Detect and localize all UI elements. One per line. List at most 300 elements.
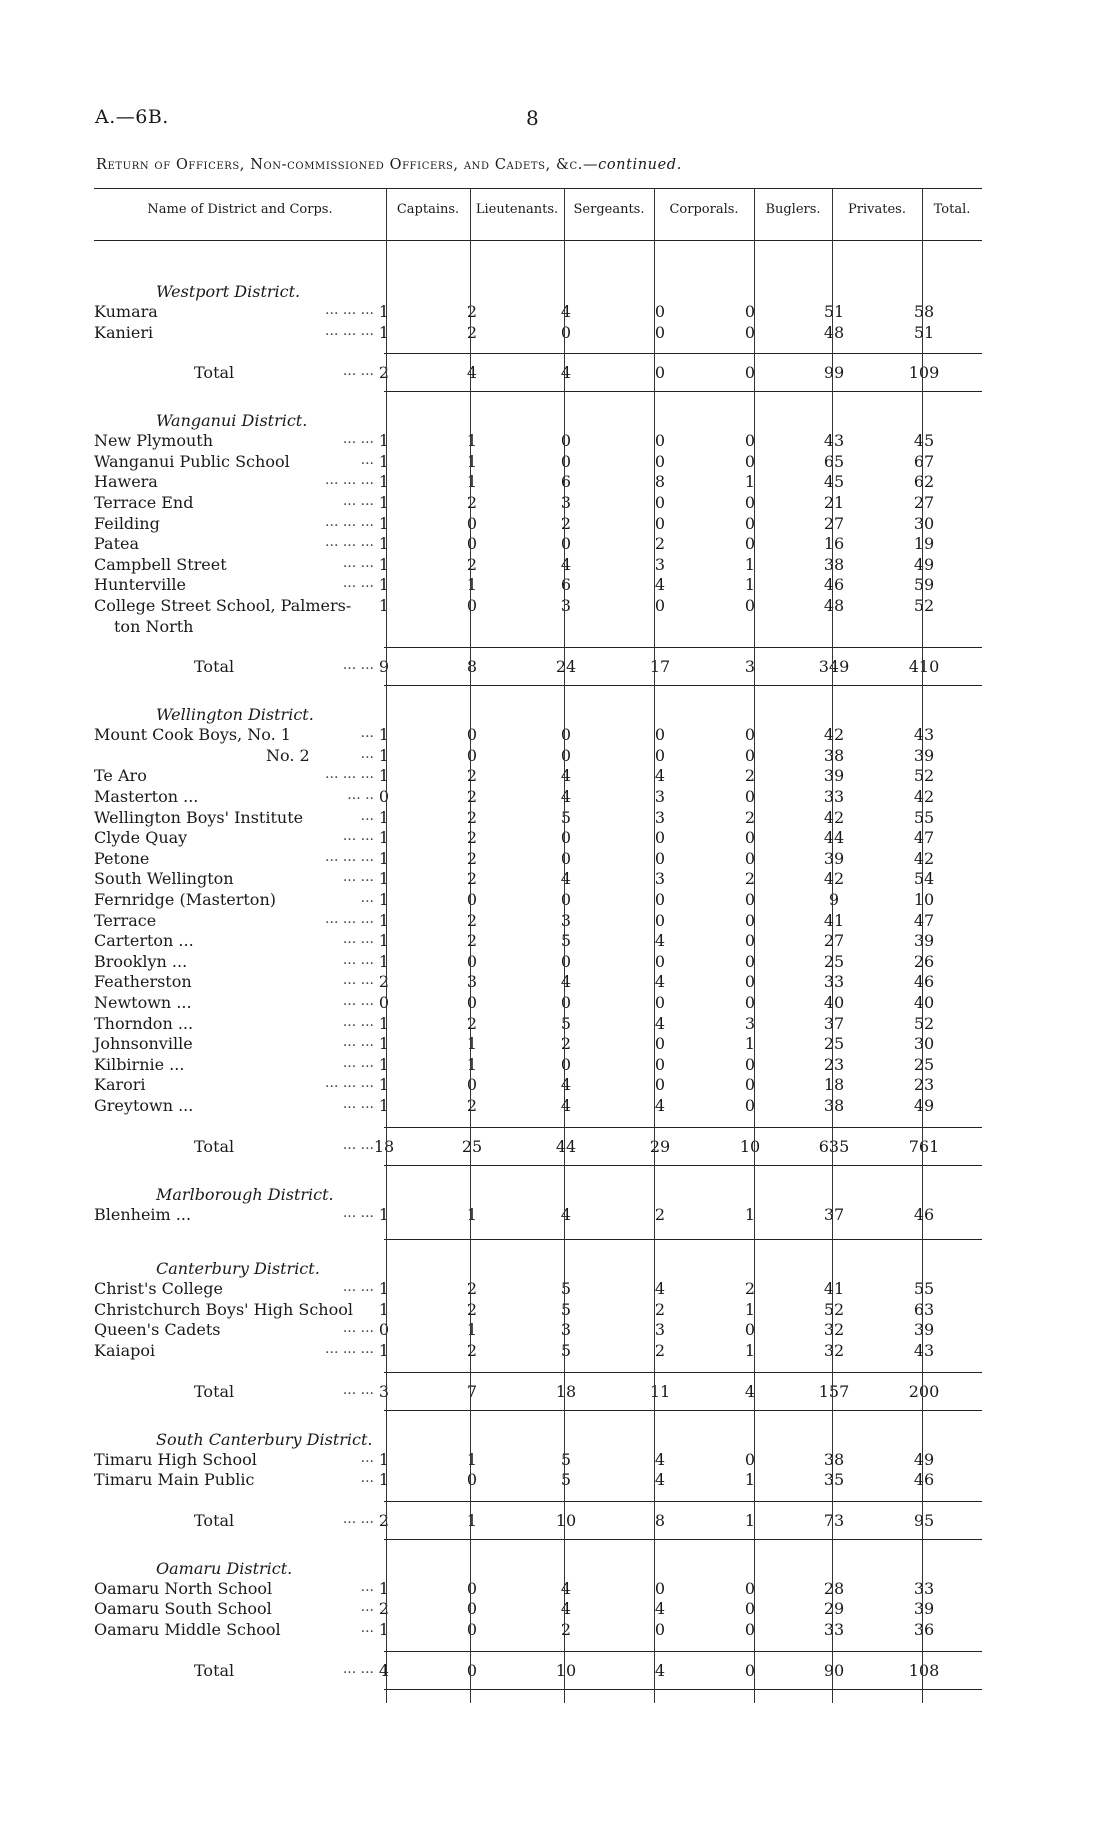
cell-value: 23 <box>913 1075 935 1095</box>
total-value: 0 <box>744 1660 756 1680</box>
cell-value: 1 <box>744 554 756 574</box>
table-row <box>94 1034 982 1054</box>
cell-value: 2 <box>466 1013 478 1033</box>
total-label: Total <box>194 1136 235 1156</box>
total-value: 108 <box>908 1660 940 1680</box>
cell-value: 2 <box>466 302 478 321</box>
cell-value: 0 <box>744 745 756 765</box>
cell-value: 1 <box>378 1578 390 1598</box>
cell-value: 1 <box>378 534 390 554</box>
cell-value: 25 <box>823 1034 845 1054</box>
leader-dots: ... ... <box>342 993 374 1009</box>
cell-value: 0 <box>744 725 756 745</box>
corps-name: Fernridge (Masterton) <box>94 890 276 909</box>
cell-value: 2 <box>466 910 478 930</box>
leader-dots: ... <box>360 1578 374 1595</box>
cell-value: 29 <box>823 1599 845 1619</box>
total-top-rule <box>384 353 982 354</box>
cell-value: 1 <box>378 1204 390 1224</box>
cell-value: 0 <box>744 493 756 512</box>
total-top-rule <box>384 1501 982 1502</box>
page-reference: A.—6B. <box>95 106 169 128</box>
corps-name: ton North <box>114 616 194 636</box>
cell-value: 42 <box>823 807 845 827</box>
total-bottom-rule <box>384 685 982 686</box>
cell-value: 1 <box>466 1054 478 1074</box>
total-value: 17 <box>649 657 671 677</box>
cell-value: 46 <box>913 1204 935 1224</box>
cell-value: 2 <box>466 848 478 868</box>
cell-value: 1 <box>378 472 390 492</box>
cell-value: 1 <box>744 575 756 595</box>
cell-value: 43 <box>913 725 935 745</box>
cell-value: 0 <box>744 1449 756 1469</box>
cell-value: 1 <box>466 575 478 595</box>
cell-value: 25 <box>913 1054 935 1074</box>
cell-value: 58 <box>913 302 935 321</box>
total-value: 4 <box>744 1381 756 1401</box>
cell-value: 5 <box>560 1470 572 1490</box>
cell-value: 0 <box>378 787 390 806</box>
total-value: 8 <box>466 657 478 677</box>
cell-value: 39 <box>913 745 935 765</box>
cell-value: 3 <box>654 869 666 889</box>
cell-value: 1 <box>378 1449 390 1469</box>
cell-value: 0 <box>560 890 572 909</box>
cell-value: 38 <box>823 554 845 574</box>
cell-value: 0 <box>744 1075 756 1095</box>
corps-name: Timaru Main Public <box>94 1470 255 1490</box>
cell-value: 4 <box>654 1449 666 1469</box>
total-row <box>94 1382 982 1402</box>
total-value: 73 <box>823 1510 845 1530</box>
cell-value: 0 <box>744 1320 756 1340</box>
cell-value: 0 <box>654 1054 666 1074</box>
corps-name: Kanieri <box>94 322 154 342</box>
total-value: 349 <box>818 657 850 677</box>
leader-dots: ... ... <box>342 431 374 448</box>
cell-value: 1 <box>466 1034 478 1054</box>
column-rule <box>654 188 655 1703</box>
leader-dots: ... ... ... <box>325 848 374 865</box>
cell-value: 32 <box>823 1320 845 1340</box>
leader-dots: ... ... ... <box>325 322 374 339</box>
leader-dots: ... ... <box>342 1510 374 1527</box>
cell-value: 2 <box>466 1279 478 1299</box>
table-row <box>94 869 982 889</box>
cell-value: 1 <box>466 431 478 451</box>
total-value: 25 <box>461 1136 483 1156</box>
cell-value: 1 <box>378 451 390 471</box>
table-row <box>94 1599 982 1619</box>
cell-value: 4 <box>560 554 572 574</box>
cell-value: 0 <box>560 431 572 451</box>
corps-name: Blenheim ... <box>94 1204 192 1224</box>
corps-name: Wellington Boys' Institute <box>94 807 304 827</box>
total-value: 90 <box>823 1660 845 1680</box>
cell-value: 0 <box>654 431 666 451</box>
cell-value: 5 <box>560 1449 572 1469</box>
cell-value: 5 <box>560 807 572 827</box>
corps-name: Clyde Quay <box>94 828 188 848</box>
table-row <box>94 472 982 492</box>
column-header: Buglers. <box>765 202 821 217</box>
cell-value: 2 <box>560 513 572 533</box>
cell-value: 0 <box>466 1599 478 1619</box>
cell-value: 4 <box>654 1470 666 1490</box>
cell-value: 0 <box>654 451 666 471</box>
table-row <box>94 323 982 343</box>
total-value: 10 <box>739 1136 761 1156</box>
cell-value: 0 <box>560 993 572 1012</box>
returns-table <box>94 188 982 1688</box>
leader-dots: ... ... ... <box>325 1075 374 1092</box>
cell-value: 0 <box>466 745 478 765</box>
cell-value: 0 <box>560 848 572 868</box>
corps-name: Kilbirnie ... <box>94 1054 185 1074</box>
table-row <box>94 993 982 1013</box>
total-top-rule <box>384 1372 982 1373</box>
table-row <box>94 1075 982 1095</box>
cell-value: 0 <box>466 951 478 971</box>
cell-value: 0 <box>654 745 666 765</box>
total-value: 3 <box>378 1381 390 1401</box>
cell-value: 0 <box>654 513 666 533</box>
cell-value: 2 <box>654 534 666 554</box>
cell-value: 0 <box>744 972 756 992</box>
total-label: Total <box>194 657 235 677</box>
cell-value: 2 <box>744 766 756 786</box>
corps-name: Karori <box>94 1075 146 1095</box>
leader-dots: ... ... <box>342 363 374 380</box>
table-row <box>94 787 982 807</box>
cell-value: 27 <box>823 513 845 533</box>
cell-value: 4 <box>654 1599 666 1619</box>
leader-dots: ... <box>360 807 374 824</box>
corps-name: South Wellington <box>94 869 234 889</box>
leader-dots: ... ... <box>342 972 374 989</box>
cell-value: 23 <box>823 1054 845 1074</box>
total-top-rule <box>384 1651 982 1652</box>
corps-name: Terrace End <box>94 493 194 512</box>
cell-value: 1 <box>378 1299 390 1319</box>
cell-value: 1 <box>378 596 390 615</box>
cell-value: 1 <box>378 554 390 574</box>
table-row <box>94 725 982 745</box>
cell-value: 33 <box>823 787 845 806</box>
leader-dots: ... ... <box>342 931 374 948</box>
cell-value: 1 <box>378 1054 390 1074</box>
cell-value: 0 <box>654 848 666 868</box>
cell-value: 1 <box>378 1034 390 1054</box>
cell-value: 0 <box>654 322 666 342</box>
cell-value: 4 <box>560 766 572 786</box>
cell-value: 3 <box>654 787 666 806</box>
column-header: Corporals. <box>669 202 739 217</box>
leader-dots: ... ... <box>342 828 374 845</box>
cell-value: 0 <box>466 513 478 533</box>
cell-value: 1 <box>378 302 390 321</box>
cell-value: 48 <box>823 596 845 615</box>
cell-value: 1 <box>378 951 390 971</box>
cell-value: 2 <box>466 828 478 848</box>
leader-dots: ... ... ... <box>325 766 374 783</box>
column-header: Total. <box>933 202 971 217</box>
table-row <box>94 431 982 451</box>
cell-value: 1 <box>378 725 390 745</box>
leader-dots: ... ... ... <box>325 534 374 551</box>
cell-value: 39 <box>913 931 935 951</box>
table-row <box>94 1014 982 1034</box>
cell-value: 67 <box>913 451 935 471</box>
leader-dots: ... ... ... <box>325 302 374 318</box>
cell-value: 4 <box>560 1599 572 1619</box>
total-bottom-rule <box>384 1689 982 1690</box>
corps-name: Campbell Street <box>94 554 227 574</box>
cell-value: 1 <box>744 1299 756 1319</box>
cell-value: 0 <box>560 534 572 554</box>
corps-name: Wanganui Public School <box>94 451 290 471</box>
total-value: 44 <box>555 1136 577 1156</box>
total-label: Total <box>194 1510 235 1530</box>
total-value: 4 <box>466 363 478 383</box>
table-row <box>94 534 982 554</box>
cell-value: 0 <box>744 1578 756 1598</box>
table-row <box>94 1579 982 1599</box>
table-row <box>94 302 982 322</box>
cell-value: 2 <box>744 1279 756 1299</box>
column-header: Captains. <box>396 202 460 217</box>
total-value: 9 <box>378 657 390 677</box>
cell-value: 28 <box>823 1578 845 1598</box>
cell-value: 1 <box>378 1013 390 1033</box>
table-row <box>94 972 982 992</box>
total-value: 4 <box>378 1660 390 1680</box>
cell-value: 38 <box>823 745 845 765</box>
cell-value: 1 <box>466 1204 478 1224</box>
cell-value: 0 <box>744 890 756 909</box>
cell-value: 62 <box>913 472 935 492</box>
cell-value: 32 <box>823 1341 845 1360</box>
corps-name: Timaru High School <box>94 1449 257 1469</box>
leader-dots: ... <box>360 890 374 906</box>
cell-value: 1 <box>378 766 390 786</box>
table-row <box>94 849 982 869</box>
total-label: Total <box>194 363 235 383</box>
cell-value: 45 <box>823 472 845 492</box>
total-label: Total <box>194 1381 235 1401</box>
leader-dots: ... <box>360 1449 374 1466</box>
total-value: 11 <box>649 1381 671 1401</box>
cell-value: 3 <box>654 554 666 574</box>
total-bottom-rule <box>384 1539 982 1540</box>
total-value: 200 <box>908 1381 940 1401</box>
district-title: Wellington District. <box>156 705 314 725</box>
cell-value: 1 <box>378 513 390 533</box>
leader-dots: ... ... <box>342 657 374 674</box>
cell-value: 2 <box>466 807 478 827</box>
cell-value: 0 <box>654 1034 666 1054</box>
cell-value: 2 <box>654 1341 666 1360</box>
cell-value: 21 <box>823 493 845 512</box>
cell-value: 52 <box>913 596 935 615</box>
leader-dots: ... ... ... <box>325 513 374 530</box>
cell-value: 0 <box>654 596 666 615</box>
table-row <box>94 1055 982 1075</box>
cell-value: 0 <box>744 1599 756 1619</box>
table-row <box>94 1341 982 1361</box>
total-value: 24 <box>555 657 577 677</box>
cell-value: 2 <box>466 787 478 806</box>
cell-value: 48 <box>823 322 845 342</box>
corps-name: Thorndon ... <box>94 1013 194 1033</box>
cell-value: 2 <box>466 1299 478 1319</box>
table-title-text: Return of Officers, Non-commissioned Officers, and Cadets, &c.— <box>96 157 599 173</box>
leader-dots: ... <box>360 1620 374 1636</box>
cell-value: 65 <box>823 451 845 471</box>
cell-value: 2 <box>466 493 478 512</box>
cell-value: 46 <box>823 575 845 595</box>
cell-value: 42 <box>913 787 935 806</box>
district-title: Wanganui District. <box>156 411 308 431</box>
cell-value: 0 <box>744 322 756 342</box>
cell-value: 1 <box>378 890 390 909</box>
cell-value: 1 <box>378 1096 390 1115</box>
cell-value: 0 <box>654 910 666 930</box>
cell-value: 2 <box>466 322 478 342</box>
cell-value: 1 <box>744 1341 756 1360</box>
cell-value: 52 <box>823 1299 845 1319</box>
corps-name: Mount Cook Boys, No. 1 <box>94 725 291 745</box>
cell-value: 39 <box>823 766 845 786</box>
cell-value: 0 <box>744 431 756 451</box>
cell-value: 0 <box>466 596 478 615</box>
total-value: 10 <box>555 1510 577 1530</box>
total-value: 7 <box>466 1381 478 1401</box>
table-row <box>94 911 982 931</box>
column-rule <box>754 188 755 1703</box>
total-value: 0 <box>654 363 666 383</box>
cell-value: 0 <box>560 725 572 745</box>
cell-value: 0 <box>654 1075 666 1095</box>
cell-value: 4 <box>560 869 572 889</box>
cell-value: 1 <box>378 575 390 595</box>
cell-value: 2 <box>466 931 478 951</box>
cell-value: 2 <box>378 972 390 992</box>
cell-value: 1 <box>378 745 390 765</box>
cell-value: 9 <box>828 890 840 909</box>
cell-value: 4 <box>654 1096 666 1115</box>
corps-name: No. 2 <box>266 745 310 765</box>
leader-dots: ... ... <box>342 493 374 509</box>
cell-value: 1 <box>744 1204 756 1224</box>
cell-value: 49 <box>913 1449 935 1469</box>
cell-value: 0 <box>654 951 666 971</box>
cell-value: 42 <box>823 869 845 889</box>
cell-value: 43 <box>913 1341 935 1360</box>
cell-value: 0 <box>744 302 756 321</box>
cell-value: 35 <box>823 1470 845 1490</box>
cell-value: 44 <box>823 828 845 848</box>
corps-name: Christchurch Boys' High School <box>94 1299 353 1319</box>
cell-value: 5 <box>560 1279 572 1299</box>
leader-dots: ... ... <box>342 869 374 886</box>
corps-name: Terrace <box>94 910 157 930</box>
cell-value: 0 <box>744 513 756 533</box>
table-row <box>94 890 982 910</box>
leader-dots: ... <box>360 1599 374 1616</box>
cell-value: 4 <box>560 1204 572 1224</box>
corps-name: Newtown ... <box>94 993 192 1012</box>
cell-value: 33 <box>913 1578 935 1598</box>
cell-value: 1 <box>466 1320 478 1340</box>
cell-value: 0 <box>654 1620 666 1639</box>
cell-value: 0 <box>560 1054 572 1074</box>
total-value: 157 <box>818 1381 850 1401</box>
corps-name: New Plymouth <box>94 431 214 451</box>
district-title: Marlborough District. <box>156 1184 334 1204</box>
cell-value: 0 <box>744 534 756 554</box>
table-row <box>94 808 982 828</box>
cell-value: 40 <box>823 993 845 1012</box>
corps-name: Kaiapoi <box>94 1341 156 1360</box>
total-top-rule <box>384 647 982 648</box>
cell-value: 39 <box>913 1320 935 1340</box>
cell-value: 42 <box>823 725 845 745</box>
total-value: 109 <box>908 363 940 383</box>
cell-value: 27 <box>913 493 935 512</box>
cell-value: 10 <box>913 890 935 909</box>
cell-value: 43 <box>823 431 845 451</box>
cell-value: 52 <box>913 766 935 786</box>
cell-value: 51 <box>823 302 845 321</box>
column-rule <box>564 188 565 1703</box>
total-value: 635 <box>818 1136 850 1156</box>
cell-value: 55 <box>913 1279 935 1299</box>
table-row <box>94 1450 982 1470</box>
cell-value: 54 <box>913 869 935 889</box>
total-value: 18 <box>555 1381 577 1401</box>
cell-value: 1 <box>466 472 478 492</box>
cell-value: 0 <box>466 1075 478 1095</box>
cell-value: 47 <box>913 828 935 848</box>
corps-name: Masterton ... <box>94 787 199 806</box>
table-title-continued: continued. <box>598 157 682 173</box>
leader-dots: ... ... <box>342 951 374 968</box>
cell-value: 5 <box>560 931 572 951</box>
leader-dots: ... ... ... <box>325 472 374 489</box>
leader-dots: ... <box>360 745 374 762</box>
cell-value: 1 <box>378 848 390 868</box>
table-row <box>94 1279 982 1299</box>
cell-value: 0 <box>654 828 666 848</box>
cell-value: 27 <box>823 931 845 951</box>
cell-value: 0 <box>466 1620 478 1639</box>
total-value: 2 <box>378 363 390 383</box>
cell-value: 2 <box>560 1620 572 1639</box>
cell-value: 30 <box>913 1034 935 1054</box>
cell-value: 3 <box>654 807 666 827</box>
table-row <box>94 596 982 616</box>
cell-value: 33 <box>823 972 845 992</box>
cell-value: 37 <box>823 1013 845 1033</box>
cell-value: 45 <box>913 431 935 451</box>
table-row <box>94 766 982 786</box>
total-value: 0 <box>466 1660 478 1680</box>
cell-value: 0 <box>744 1054 756 1074</box>
total-top-rule <box>384 1127 982 1128</box>
table-top-rule <box>94 188 982 189</box>
